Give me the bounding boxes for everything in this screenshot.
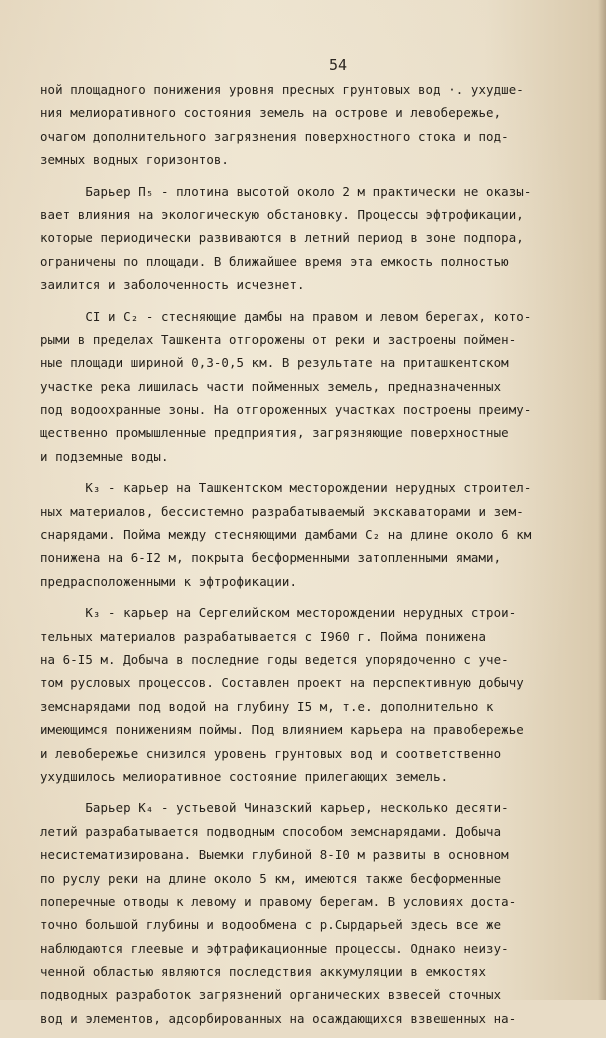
text-line: ния мелиоративного состояния земель на острове и левобережье, — [40, 105, 502, 121]
text-line: СI и С₂ - стесняющие дамбы на правом и левом берегах, кото- — [40, 308, 532, 324]
text-line: которые периодически развиваются в летний период в зоне подпора, — [40, 230, 524, 246]
text-line: ченной областью являются последствия аккумуляции в емкостях — [40, 964, 487, 980]
text-line: летий разрабатывается подводным способом земснарядами. Добыча — [40, 823, 502, 839]
text-line: по руслу реки на длине около 5 км, имеются также бесформенные — [40, 870, 502, 886]
text-line: под водоохранные зоны. На отгороженных участках построены преиму- — [40, 402, 532, 418]
text-line: тельных материалов разрабатывается с I960 г. Пойма понижена — [40, 628, 487, 644]
text-line: на 6-I5 м. Добыча в последние годы ведется упорядоченно с уче- — [40, 651, 509, 667]
text-line: наблюдаются глеевые и эфтрафикационные процессы. Однако неизу- — [40, 940, 509, 956]
text-line: и левобережье снизился уровень грунтовых вод и соответственно — [40, 745, 502, 761]
text-line: вод и элементов, адсорбированных на осаждающихся взвешенных на- — [40, 1010, 517, 1026]
paragraph-1 — [40, 78, 600, 172]
paragraph-4 — [40, 476, 600, 593]
text-line: ных материалов, бессистемно разрабатываемый экскаваторами и зем- — [40, 503, 524, 519]
text-line: точно большой глубины и водообмена с р.Сырдарьей здесь все же — [40, 917, 502, 933]
text-line: ной площадного понижения уровня пресных грунтовых вод ·. ухудше- — [40, 82, 524, 97]
text-line: и подземные воды. — [40, 448, 169, 464]
paragraph-6 — [40, 796, 600, 1030]
text-line: понижена на 6-I2 м, покрыта бесформенными затопленными ямами, — [40, 550, 502, 566]
text-line: заилится и заболоченность исчезнет. — [40, 277, 305, 293]
text-line: земснарядами под водой на глубину I5 м, т.е. дополнительно к — [40, 698, 494, 714]
text-line: земных водных горизонтов. — [40, 152, 229, 168]
text-line: том русловых процессов. Составлен проект на перспективную добычу — [40, 675, 524, 691]
body-text — [40, 78, 600, 1038]
text-line: Барьер П₅ - плотина высотой около 2 м практически не оказы- — [40, 183, 532, 199]
text-line: ограничены по площади. В ближайшее время эта емкость полностью — [40, 253, 509, 269]
text-line: имеющимся понижениям поймы. Под влиянием карьера на правобережье — [40, 722, 524, 738]
text-line: участке река лишилась части пойменных земель, предназначенных — [40, 378, 502, 394]
text-line: К₃ - карьер на Сергелийском месторождении нерудных строи- — [40, 605, 517, 621]
text-line: рыми в пределах Ташкента отгорожены от реки и застроены поймен- — [40, 331, 517, 347]
paragraph-2 — [40, 180, 600, 297]
paragraph-5 — [40, 601, 600, 788]
text-line: подводных разработок загрязнений органических взвесей сточных — [40, 987, 502, 1003]
text-line: ухудшилось мелиоративное состояние прилегающих земель. — [40, 768, 449, 784]
page-number: 54 — [328, 56, 348, 74]
text-line: снарядами. Пойма между стесняющими дамбами С₂ на длине около 6 км — [40, 527, 532, 543]
text-line: поперечные отводы к левому и правому берегам. В условиях доста- — [40, 893, 517, 909]
paragraph-3 — [40, 305, 600, 469]
text-line: предрасположенными к эфтрофикации. — [40, 573, 298, 589]
text-line: К₃ - карьер на Ташкентском месторождении нерудных строител- — [40, 480, 532, 496]
text-line: Барьер К₄ - устьевой Чиназский карьер, несколько десяти- — [40, 800, 509, 816]
text-line: очагом дополнительного загрязнения поверхностного стока и под- — [40, 128, 509, 144]
text-line: щественно промышленные предприятия, загрязняющие поверхностные — [40, 425, 509, 441]
text-line: вает влияния на экологическую обстановку. Процессы эфтрофикации, — [40, 206, 524, 222]
text-line: ные площади шириной 0,3-0,5 км. В результате на приташкентском — [40, 355, 509, 371]
text-line: несистематизирована. Выемки глубиной 8-I0 м развиты в основном — [40, 847, 509, 863]
